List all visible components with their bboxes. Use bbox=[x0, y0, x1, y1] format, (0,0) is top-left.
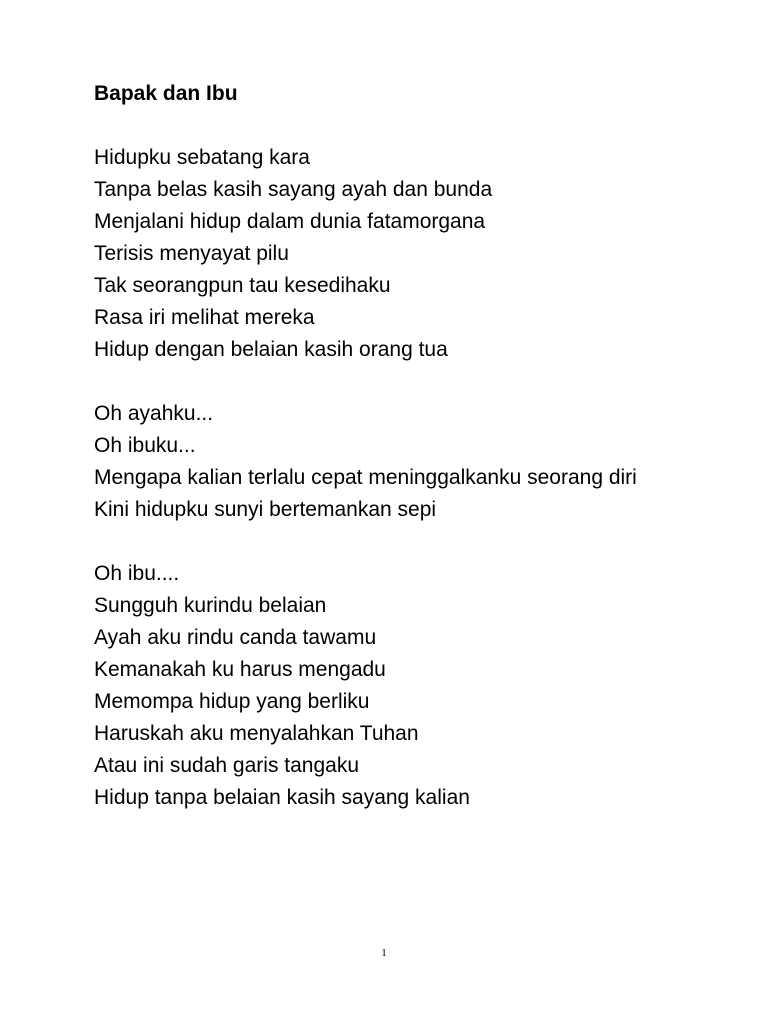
stanza-2 bbox=[94, 398, 694, 526]
poem-line: Hidupku sebatang kara bbox=[94, 146, 310, 169]
poem-line: Hidup dengan belaian kasih orang tua bbox=[94, 338, 448, 361]
poem-line: Oh ibuku... bbox=[94, 434, 196, 457]
poem-line: Haruskah aku menyalahkan Tuhan bbox=[94, 722, 419, 745]
poem-line: Sungguh kurindu belaian bbox=[94, 594, 327, 617]
poem-line: Tanpa belas kasih sayang ayah dan bunda bbox=[94, 178, 493, 201]
page-number: 1 bbox=[381, 947, 387, 959]
poem-line: Ayah aku rindu canda tawamu bbox=[94, 626, 377, 649]
poem bbox=[94, 78, 694, 846]
poem-line: Rasa iri melihat mereka bbox=[94, 306, 315, 329]
poem-title: Bapak dan Ibu bbox=[94, 82, 238, 105]
poem-line: Kini hidupku sunyi bertemankan sepi bbox=[94, 498, 437, 521]
poem-line: Kemanakah ku harus mengadu bbox=[94, 658, 386, 681]
poem-line: Atau ini sudah garis tangaku bbox=[94, 754, 360, 777]
poem-line: Oh ayahku... bbox=[94, 402, 214, 425]
poem-line: Mengapa kalian terlalu cepat meninggalkanku seorang diri bbox=[94, 466, 637, 489]
poem-line: Memompa hidup yang berliku bbox=[94, 690, 370, 713]
poem-line: Tak seorangpun tau kesedihaku bbox=[94, 274, 391, 297]
poem-line: Menjalani hidup dalam dunia fatamorgana bbox=[94, 210, 486, 233]
poem-line: Terisis menyayat pilu bbox=[94, 242, 289, 265]
stanza-3 bbox=[94, 558, 694, 814]
stanza-1 bbox=[94, 142, 694, 366]
poem-line: Hidup tanpa belaian kasih sayang kalian bbox=[94, 786, 470, 809]
poem-line: Oh ibu.... bbox=[94, 562, 180, 585]
